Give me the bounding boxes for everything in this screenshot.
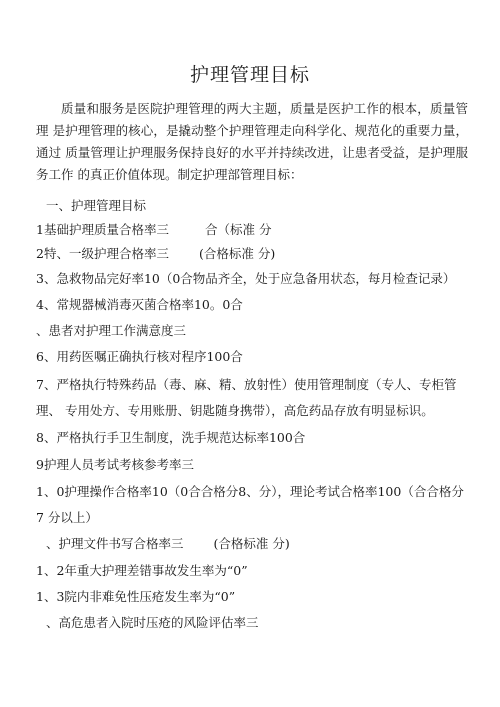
- list-item: 1、2年重大护理差错事故发生率为“0”: [36, 563, 248, 578]
- list-item: 、患者对护理工作满意度三: [36, 323, 187, 338]
- list-item: 8、严格执行手卫生制度，洗手规范达标率100合: [36, 430, 306, 445]
- section-heading: 一、护理管理目标: [46, 198, 147, 213]
- list-item: 1、3院内非难免性压疮发生率为“0”: [36, 589, 236, 604]
- list-item: 1、0护理操作合格率10（0合合格分8、分），理论考试合格率100（合合格分7 分以上）: [36, 484, 464, 525]
- list-item: 9护理人员考试考核参考率三: [36, 457, 194, 472]
- list-item: 6、用药医嘱正确执行核对程序100合: [36, 349, 243, 364]
- item-text: 2特、一级护理合格率三: [36, 246, 169, 261]
- list-item: 7、严格执行特殊药品（毒、麻、精、放射性）使用管理制度（专人、专柜管理、 专用处方、专用账册、钥匙随身携带），高危药品存放有明显标识。: [36, 377, 457, 418]
- item-text-suffix: 合（标准 分: [204, 222, 272, 237]
- list-item: [36, 243, 468, 265]
- list-item: [46, 533, 478, 555]
- document-title: 护理管理目标: [189, 64, 310, 86]
- intro-paragraph: 质量和服务是医院护理管理的两大主题，质量是医护工作的根本，质量管理 是护理管理的核心，是撬动整个护理管理走向科学化、规范化的重要力量，通过 质量管理让护理服务保持良好的水平并持续改进，让患者受益，是护理服务工作 的真正价值体现。制定护理部管理目标：: [36, 101, 468, 182]
- item-text: 、护理文件书写合格率三: [46, 536, 184, 551]
- list-item: [36, 219, 468, 241]
- item-text-suffix: (合格标准 分): [198, 246, 276, 261]
- item-text-suffix: (合格标准 分): [213, 536, 290, 551]
- list-item: 3、急救物品完好率10（0合物品齐全，处于应急备用状态，每月检查记录）: [36, 271, 456, 286]
- list-item: 、高危患者入院时压疮的风险评估率三: [46, 615, 259, 630]
- list-item: 4、常规器械消毒灭菌合格率10。0合: [36, 297, 243, 312]
- item-text: 1基础护理质量合格率三: [36, 222, 169, 237]
